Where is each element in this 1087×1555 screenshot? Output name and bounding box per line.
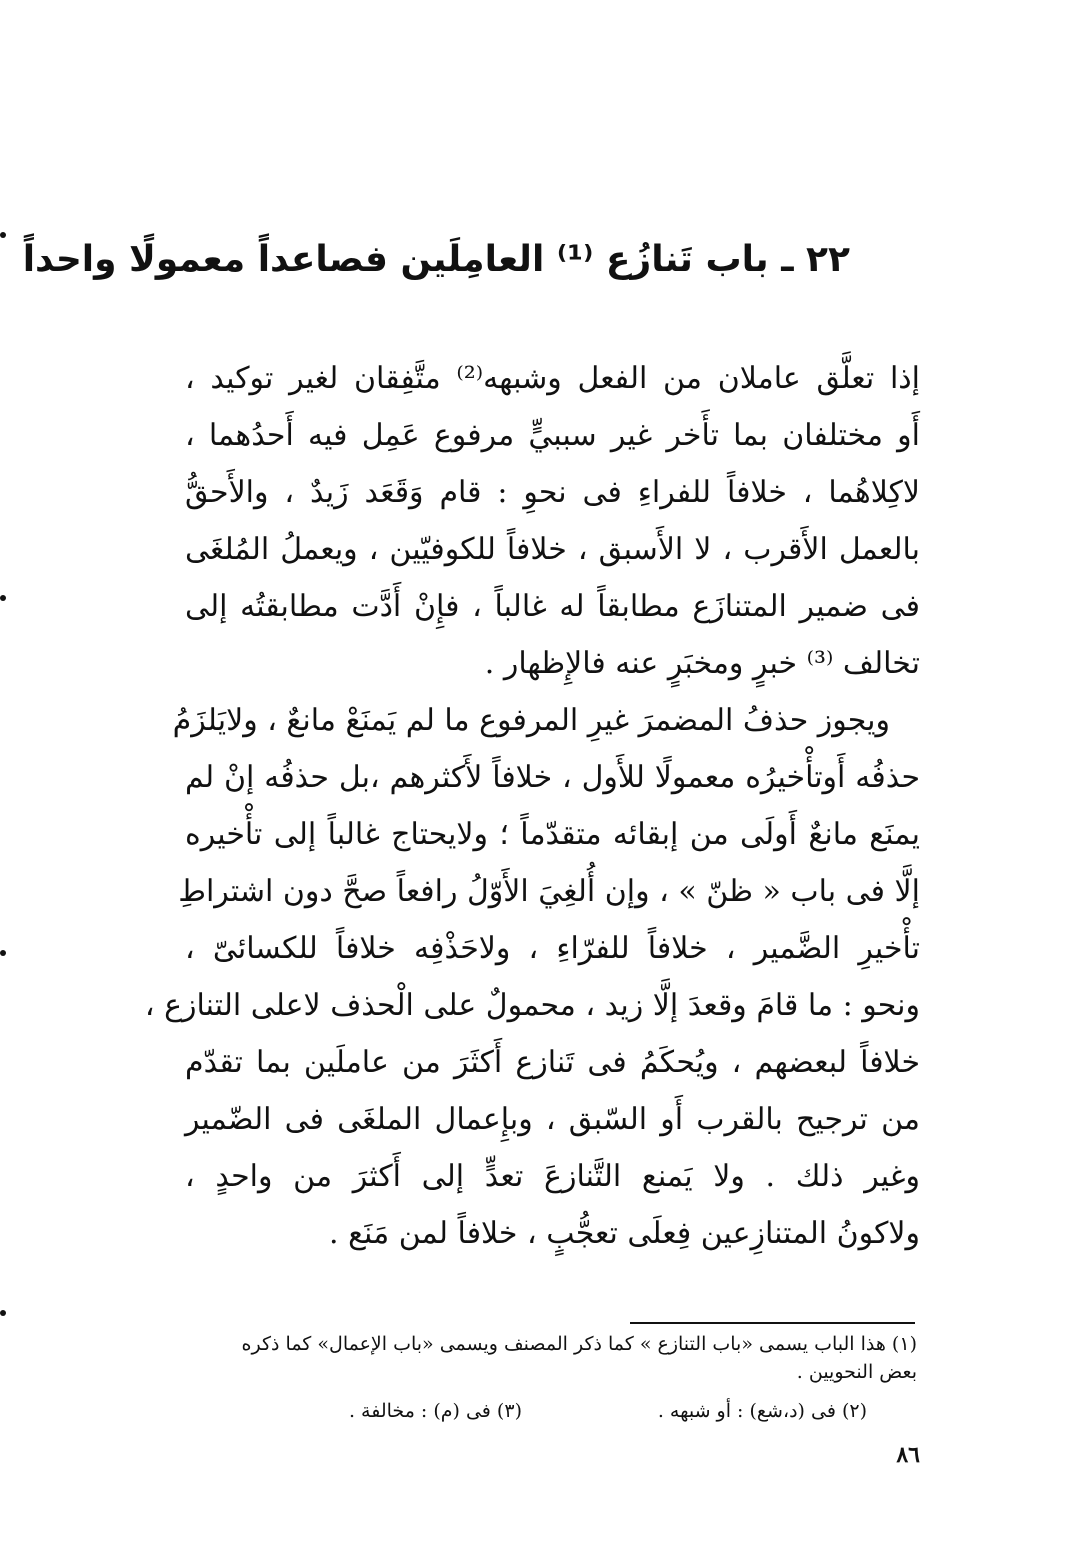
text-line: ونحو : ما قامَ وقعدَ إلَّا زيد ، محمولٌ على الْحذف لاعلى التنازع ،	[144, 988, 920, 1023]
footnotes	[175, 1330, 917, 1436]
text-line: حذفُه أَوتأْخيرُه معمولًا للأَول ، خلافاً لأَكثرهم ،بل حذفُه إنْ لم	[185, 760, 920, 795]
margin-mark	[0, 232, 6, 238]
page-number: ٨٦	[896, 1442, 920, 1468]
text-line: من ترجيح بالقرب أَو السّبق ، وبإِعمال الملغَى فى الضّمير	[185, 1102, 920, 1137]
body-paragraph	[144, 350, 920, 1262]
text-line: أَو مختلفان بما تأَخر غير سببيٍّ مرفوع عَمِل فيه أَحدُهما ،	[185, 418, 920, 453]
footnote-row	[175, 1396, 917, 1436]
text-line: لاكِلاهُما ، خلافاً للفراءِ فى نحوِ : قام وَقَعَد زَيدٌ ، والأَحقُّ	[185, 475, 920, 510]
footnote-1-line-2: بعض النحويين .	[796, 1361, 917, 1383]
footnote-separator	[630, 1322, 915, 1324]
text-line: يمنَع مانعٌ أَولَى من إبقائه متقدّماً ؛ ولايحتاج غالباً إلى تأْخيره	[185, 817, 920, 852]
text-line: خلافاً لبعضهم ، ويُحكَمُ فى تَنازع أَكثَرَ من عاملَين بما تقدّم	[185, 1045, 920, 1080]
chapter-heading: ٢٢ ـ باب تَنازُع ⁽¹⁾ العامِلَين فصاعداً معمولًا واحداً	[22, 239, 850, 280]
text-line: إلَّا فى باب « ظنّ » ، وإن أُلغِيَ الأَوّلُ رافعاً صحَّ دون اشتراطِ	[178, 874, 920, 909]
margin-mark	[0, 950, 6, 956]
text-line: بالعمل الأَقرب ، لا الأَسبق ، خلافاً للكوفيّين ، ويعملُ المُلغَى	[185, 532, 920, 567]
margin-mark	[0, 595, 6, 601]
text-line: تخالف ⁽³⁾ خبرٍ ومخبَرٍ عنه فالإِظهار .	[484, 646, 920, 681]
text-line: وغير ذلك . ولا يَمنع التَّنازعَ تعدٍّ إلى أَكثرَ من واحدٍ ،	[185, 1159, 920, 1194]
margin-mark	[0, 1310, 6, 1316]
footnote-2: (٢) فى (د،شع) : أو شبهه .	[657, 1400, 867, 1422]
text-line: فى ضمير المتنازَع مطابقاً له غالباً ، فإِنْ أَدَّت مطابقتُه إلى	[185, 589, 920, 624]
text-line: إذا تعلَّق عاملان من الفعل وشبهه⁽²⁾ متَّفِقان لغير توكيد ،	[185, 361, 920, 396]
footnote-3: (٣) فى (م) : مخالفة .	[348, 1400, 522, 1422]
text-line: تأْخيرِ الضَّمير ، خلافاً للفرّاءِ ، ولاحَذْفِه خلافاً للكسائىّ ،	[185, 931, 920, 966]
footnote-1-line-1: (١) هذا الباب يسمى «باب التنازع » كما ذكر المصنف ويسمى «باب الإعمال» كما ذكره	[241, 1333, 917, 1355]
text-line: ولاكونُ المتنازِعين فِعلَى تعجُّبٍ ، خلافاً لمن مَنَع .	[329, 1216, 920, 1251]
text-line: ويجوز حذفُ المضمرَ غيرِ المرفوع ما لم يَمنَعْ مانعٌ ، ولايَلزَمُ	[172, 703, 890, 738]
